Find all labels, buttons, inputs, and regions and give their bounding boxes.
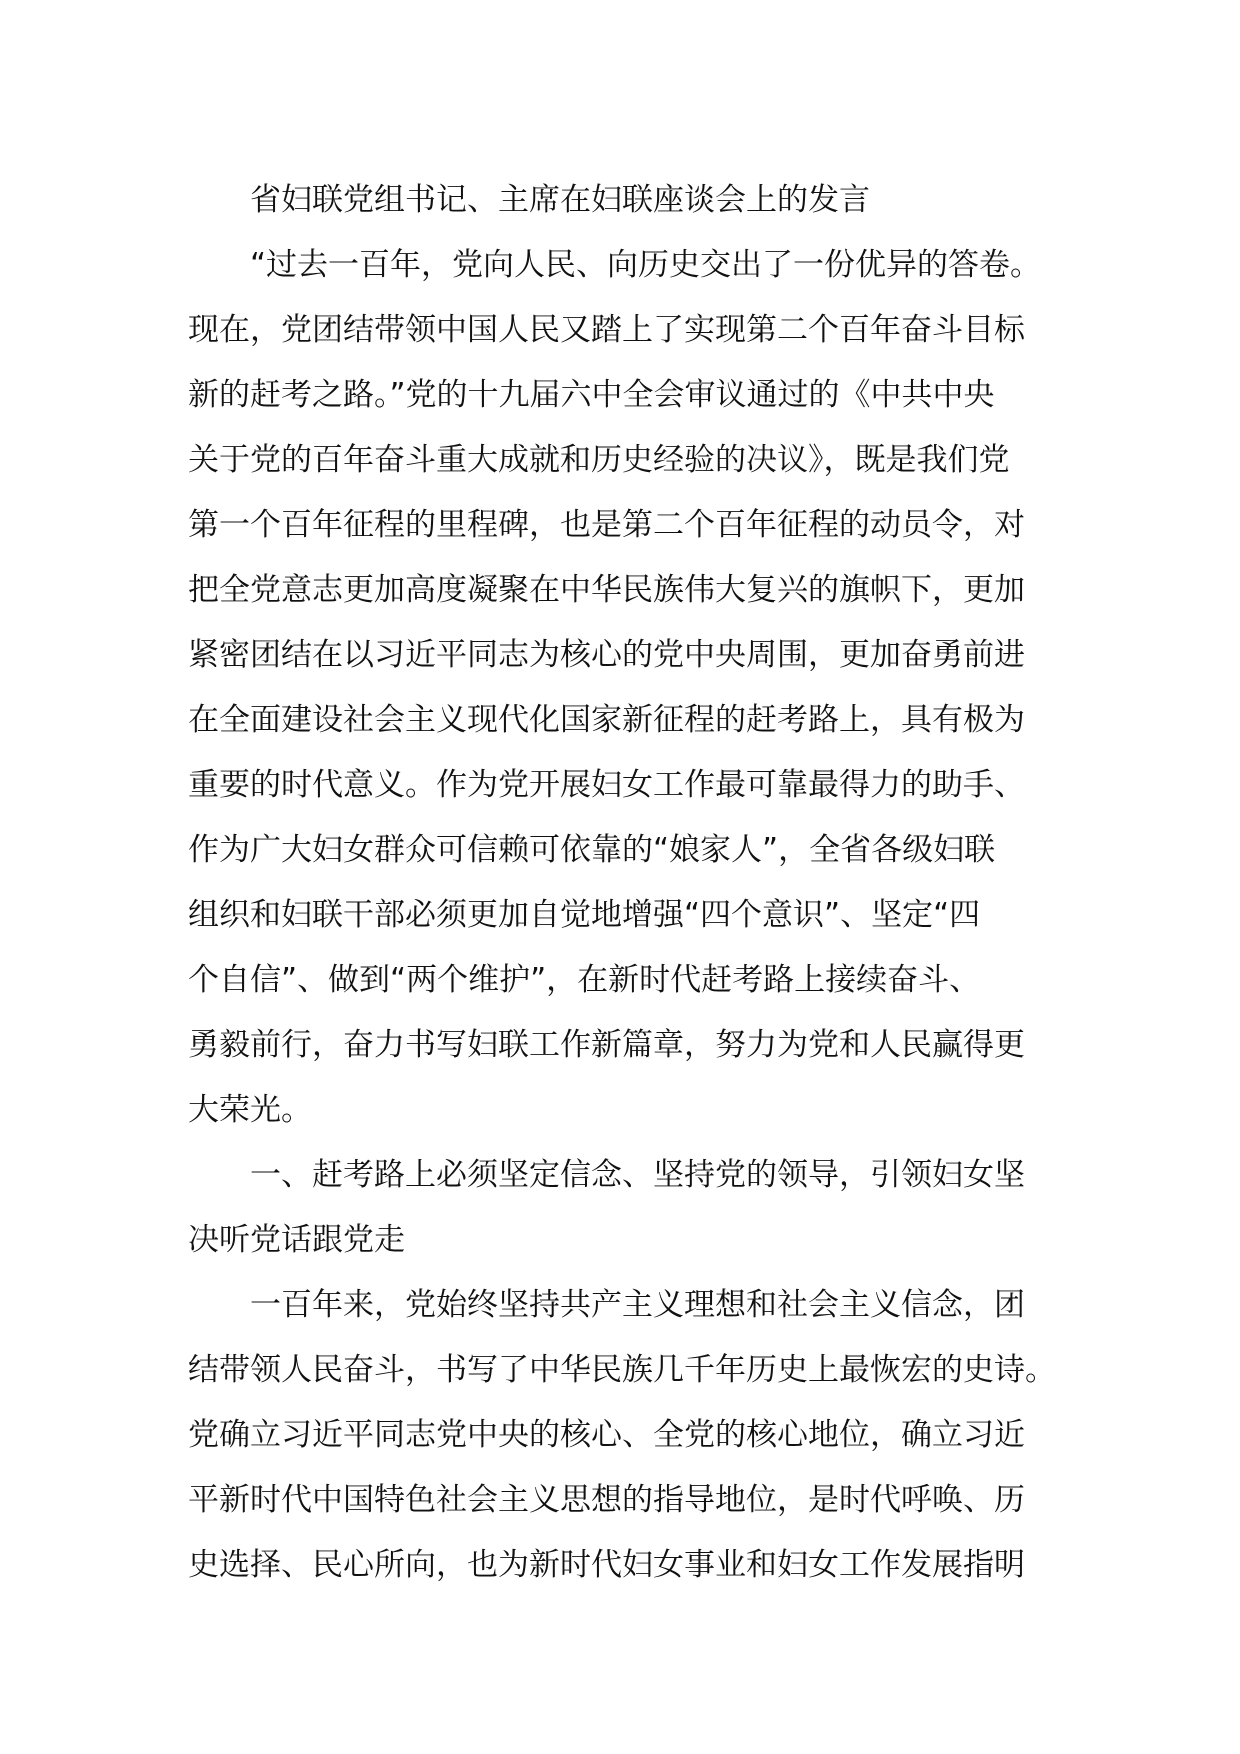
paragraph-line: 平新时代中国特色社会主义思想的指导地位，是时代呼唤、历 <box>188 1482 1025 1518</box>
paragraph-line: 新的赶考之路。”党的十九届六中全会审议通过的《中共中央 <box>188 377 995 413</box>
paragraph-line: 作为广大妇女群众可信赖可依靠的“娘家人”，全省各级妇联 <box>188 832 996 868</box>
paragraph-line: “过去一百年，党向人民、向历史交出了一份优异的答卷。 <box>250 247 1042 283</box>
section-heading: 决听党话跟党走 <box>188 1222 405 1258</box>
paragraph-line: 把全党意志更加高度凝聚在中华民族伟大复兴的旗帜下，更加 <box>188 572 1025 608</box>
document-body <box>188 168 1078 1598</box>
paragraph-line: 史选择、民心所向，也为新时代妇女事业和妇女工作发展指明 <box>188 1547 1025 1583</box>
paragraph-line: 关于党的百年奋斗重大成就和历史经验的决议》，既是我们党 <box>188 442 1010 478</box>
paragraph-line: 重要的时代意义。作为党开展妇女工作最可靠最得力的助手、 <box>188 767 1025 803</box>
paragraph-line: 党确立习近平同志党中央的核心、全党的核心地位，确立习近 <box>188 1417 1025 1453</box>
paragraph-line: 组织和妇联干部必须更加自觉地增强“四个意识”、坚定“四 <box>188 897 981 933</box>
paragraph-line: 大荣光。 <box>188 1092 312 1128</box>
section-heading: 一、赶考路上必须坚定信念、坚持党的领导，引领妇女坚 <box>250 1157 1025 1193</box>
paragraph-line: 结带领人民奋斗，书写了中华民族几千年历史上最恢宏的史诗。 <box>188 1352 1056 1388</box>
paragraph-line: 现在，党团结带领中国人民又踏上了实现第二个百年奋斗目标 <box>188 312 1025 348</box>
paragraph-line: 一百年来，党始终坚持共产主义理想和社会主义信念，团 <box>250 1287 1025 1323</box>
paragraph-line: 个自信”、做到“两个维护”，在新时代赶考路上接续奋斗、 <box>188 962 981 998</box>
paragraph-line: 在全面建设社会主义现代化国家新征程的赶考路上，具有极为 <box>188 702 1025 738</box>
paragraph-line: 勇毅前行，奋力书写妇联工作新篇章，努力为党和人民赢得更 <box>188 1027 1025 1063</box>
paragraph-line: 紧密团结在以习近平同志为核心的党中央周围，更加奋勇前进 <box>188 637 1025 673</box>
paragraph-line: 第一个百年征程的里程碑，也是第二个百年征程的动员令，对 <box>188 507 1025 543</box>
document-title: 省妇联党组书记、主席在妇联座谈会上的发言 <box>250 182 870 218</box>
